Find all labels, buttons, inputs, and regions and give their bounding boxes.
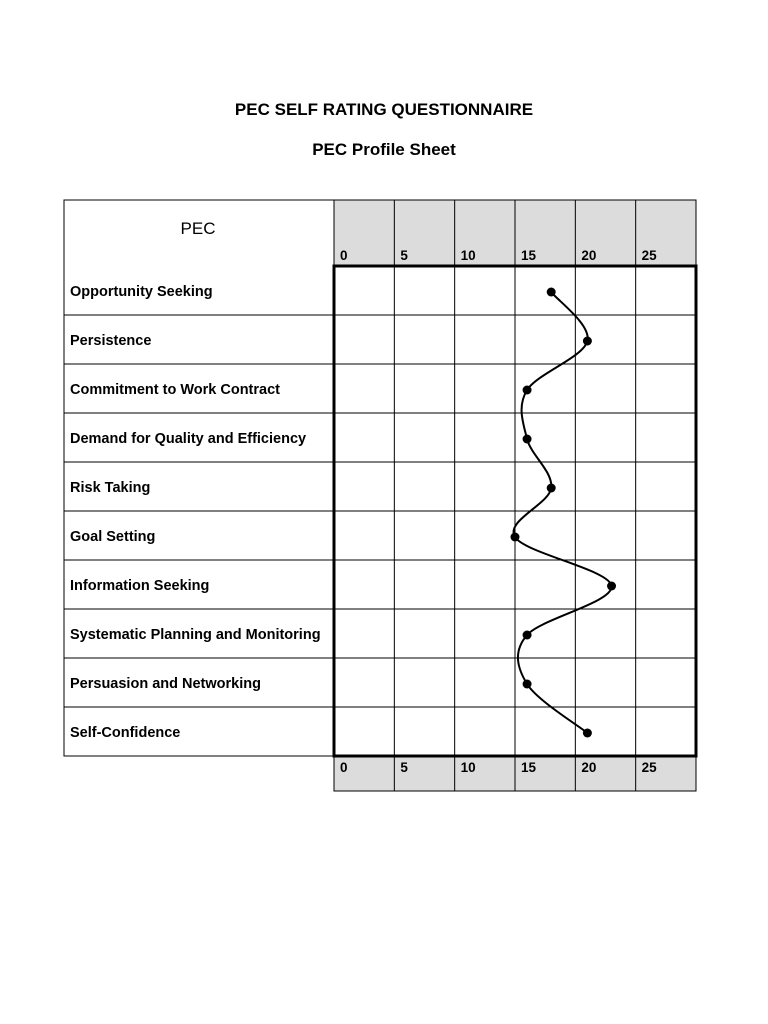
category-label: Commitment to Work Contract [70, 382, 280, 398]
profile-data-point [583, 729, 592, 738]
profile-data-point [583, 337, 592, 346]
category-label: Information Seeking [70, 578, 210, 594]
category-label: Persuasion and Networking [70, 676, 261, 692]
x-tick-label-bottom: 20 [581, 760, 597, 775]
x-tick-label-bottom: 5 [400, 760, 408, 775]
x-tick-label-top: 0 [340, 248, 348, 263]
profile-data-point [523, 386, 532, 395]
x-tick-label-top: 20 [581, 248, 597, 263]
x-tick-label-bottom: 15 [521, 760, 537, 775]
document-subtitle: PEC Profile Sheet [312, 140, 456, 159]
pec-header-label: PEC [180, 219, 216, 238]
category-label: Risk Taking [70, 480, 151, 496]
category-label: Goal Setting [70, 529, 156, 545]
profile-data-point [511, 533, 520, 542]
profile-data-point [607, 582, 616, 591]
category-label: Systematic Planning and Monitoring [70, 627, 321, 643]
document-title: PEC SELF RATING QUESTIONNAIRE [234, 100, 534, 119]
profile-data-point [523, 435, 532, 444]
profile-data-point [523, 680, 532, 689]
category-label: Persistence [70, 333, 152, 349]
category-label: Demand for Quality and Efficiency [70, 431, 307, 447]
x-tick-label-bottom: 0 [340, 760, 348, 775]
profile-data-point [547, 288, 556, 297]
category-label: Opportunity Seeking [70, 284, 213, 300]
category-label: Self-Confidence [70, 725, 181, 741]
profile-data-point [547, 484, 556, 493]
x-tick-label-top: 5 [400, 248, 408, 263]
x-tick-label-top: 10 [460, 248, 476, 263]
profile-data-point [523, 631, 532, 640]
x-tick-label-bottom: 10 [460, 760, 476, 775]
profile-series-line [514, 292, 612, 733]
x-tick-label-top: 25 [641, 248, 657, 263]
x-tick-label-bottom: 25 [641, 760, 657, 775]
x-tick-label-top: 15 [521, 248, 537, 263]
